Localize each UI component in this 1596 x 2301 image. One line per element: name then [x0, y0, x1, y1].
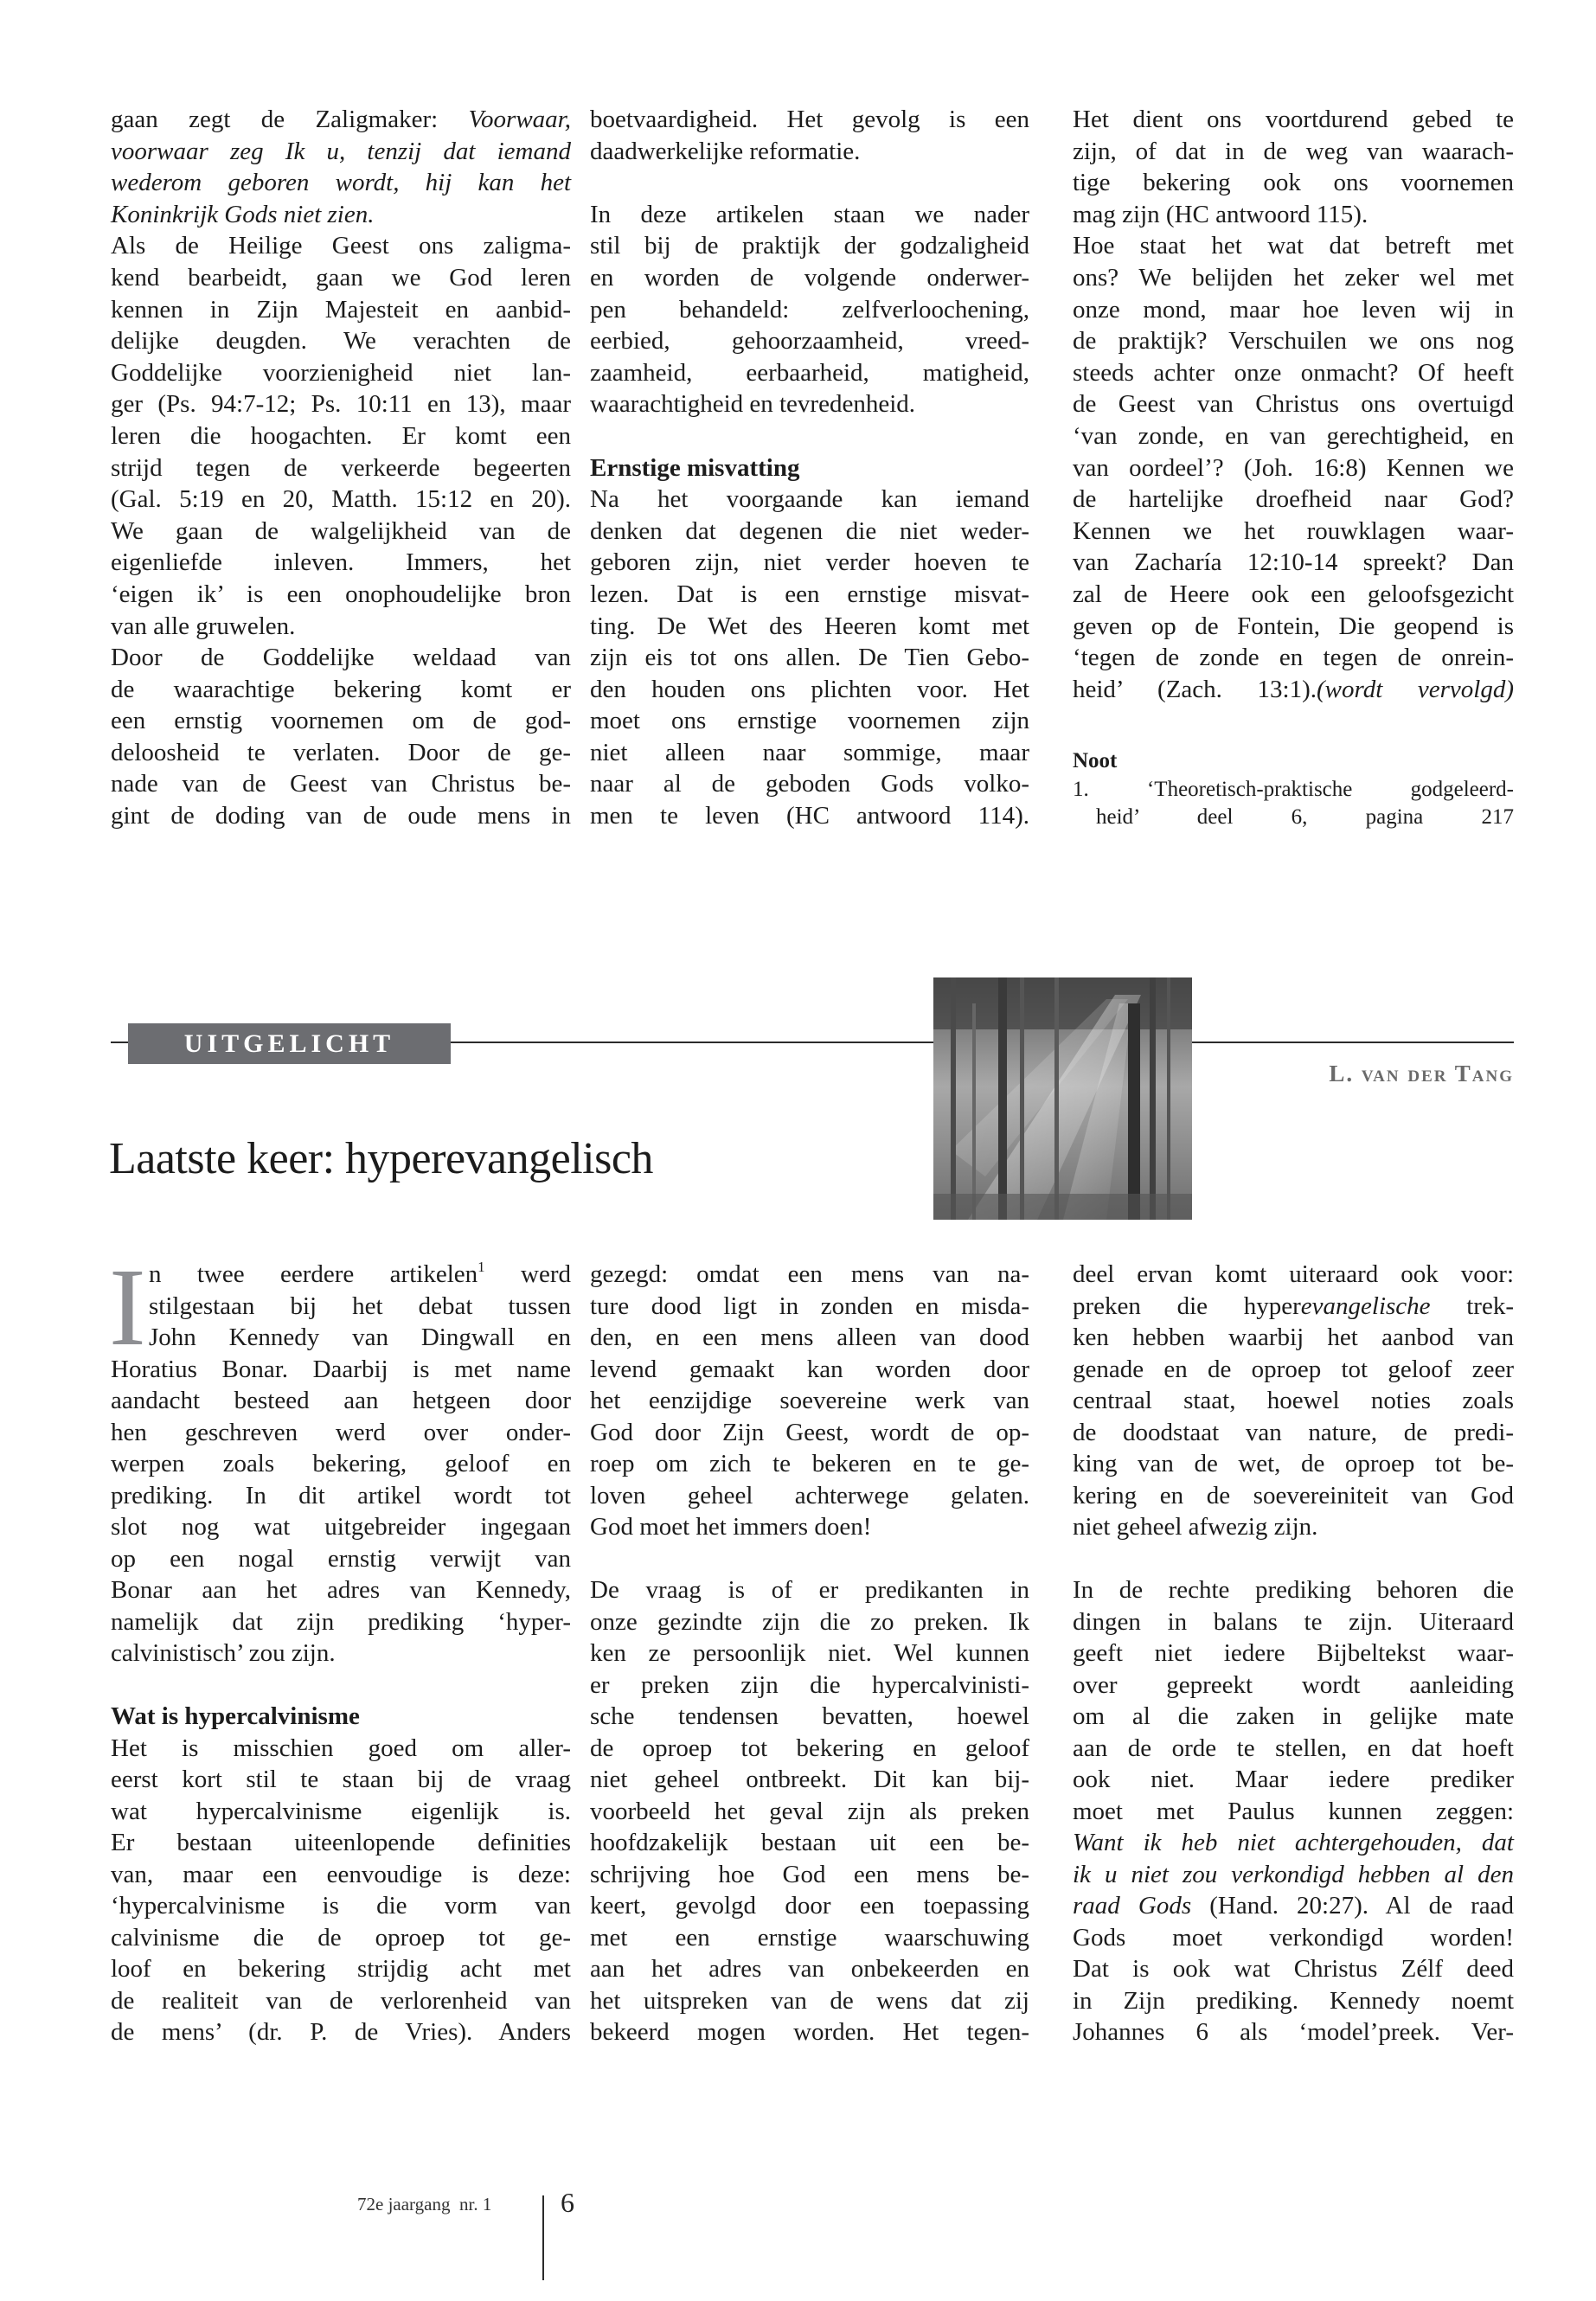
text-line: op een nogal ernstig verwijt van [111, 1544, 571, 1573]
text-line: aan het adres van onbekeerden en [590, 1955, 1029, 1984]
text-line: tige bekering ook ons voornemen [1073, 169, 1514, 197]
text-line: daadwerkelijke reformatie. [590, 137, 861, 165]
paragraph [1073, 104, 1514, 705]
text-line: eigenliefde inleven. Immers, het [111, 548, 571, 577]
text-line: We gaan de walgelijkheid van de [111, 516, 571, 545]
text-line: sche tendensen bevatten, hoewel [590, 1702, 1029, 1731]
text-line: kering en de soevereiniteit van God [1073, 1481, 1514, 1509]
text-line: Bonar aan het adres van Kennedy, [111, 1576, 571, 1604]
text-line: loven geheel achterwege gelaten. [590, 1481, 1029, 1509]
text-line: ture dood ligt in zonden en misda- [590, 1292, 1029, 1320]
paragraph [590, 1259, 1029, 1543]
text-line: schrijving hoe God een mens be- [590, 1860, 1029, 1888]
text-line: zijn, of dat in de weg van waarach- [1073, 137, 1514, 165]
text-line: Dat is ook wat Christus Zélf deed [1073, 1955, 1514, 1984]
text-line: boetvaardigheid. Het gevolg is een [590, 106, 1029, 133]
text-line: men te leven (HC antwoord 114). [590, 802, 1029, 830]
page-number: 6 [561, 2187, 574, 2218]
text-line: in Zijn prediking. Kennedy noemt [1073, 1986, 1514, 2015]
text-line: In deze artikelen staan we nader [590, 200, 1029, 228]
text-line: ‘eigen ik’ is een onophoudelijke bron [111, 580, 571, 608]
text-line: het eenzijdige soevereine werk van [590, 1387, 1029, 1414]
text-line: niet geheel ontbreekt. Dit kan bij- [590, 1766, 1029, 1794]
text-line: ken ze persoonlijk niet. Wel kunnen [590, 1639, 1029, 1668]
text-line: wederom geboren wordt, hij kan het [111, 169, 571, 197]
text-line: mag zijn (HC antwoord 115). [1073, 200, 1368, 228]
text-line: keert, gevolgd door een toepassing [590, 1892, 1029, 1920]
text-line: onze gezindte zijn die zo preken. Ik [590, 1607, 1029, 1636]
text-line: aandacht besteed aan hetgeen door [111, 1387, 571, 1414]
text-line: delijke deugden. We verachten de [111, 327, 571, 356]
text-line: de praktijk? Verschuilen we ons nog [1073, 327, 1514, 356]
text-line: wat hypercalvinisme eigenlijk is. [111, 1797, 571, 1825]
text-line: Na het voorgaande kan iemand [590, 485, 1029, 514]
text-line: pen behandeld: zelfverloochening, [590, 295, 1029, 324]
text-line: n twee eerdere artikelen$^1$ werd [149, 1259, 571, 1288]
text-line: ‘van zonde, en van gerechtigheid, en [1073, 421, 1514, 450]
section-rule [1192, 1042, 1514, 1043]
text-line: steeds achter onze onmacht? Of heeft [1073, 358, 1514, 387]
text-line: strijd tegen de verkeerde begeerten [111, 453, 571, 482]
text-line: gezegd: omdat een mens van na- [590, 1260, 1029, 1288]
paragraph [590, 199, 1029, 420]
text-line: de hartelijke droefheid naar God? [1073, 485, 1514, 514]
bottom-article-column-3 [1073, 1259, 1514, 2048]
text-line: Goddelijke voorzienigheid niet lan- [111, 358, 571, 387]
text-line: king van de wet, de oproep tot be- [1073, 1450, 1514, 1477]
top-article-column-3 [1073, 104, 1514, 831]
text-line: Gods moet verkondigd worden! [1073, 1923, 1514, 1952]
subheading-wat-is-hypercalvinisme: Wat is hypercalvinisme [111, 1702, 360, 1731]
text-line: geboren zijn, niet verder hoeven te [590, 548, 1029, 577]
text-line: voorbeeld het geval zijn als preken [590, 1797, 1029, 1825]
text-line: hoofdzakelijk bestaan uit een be- [590, 1829, 1029, 1857]
text-line: lezen. Dat is een ernstige misvat- [590, 580, 1029, 608]
footnote [1073, 776, 1514, 831]
text-line: kennen in Zijn Majesteit en aanbid- [111, 295, 571, 324]
text-line: ‘tegen de zonde en tegen de onrein- [1073, 644, 1514, 672]
text-line: van alle gruwelen. [111, 612, 296, 640]
top-article-column-1 [111, 104, 571, 832]
text-line: voorwaar zeg Ik u, tenzij dat iemand [111, 137, 571, 165]
paragraph [590, 104, 1029, 167]
text-line: een ernstig voornemen om de god- [111, 707, 571, 735]
text-line: geven op de Fontein, Die geopend is [1073, 612, 1514, 640]
paragraph [111, 1354, 571, 1670]
text-line: Het dient ons voortdurend gebed te [1073, 106, 1514, 133]
text-line: ons? We belijden het zeker wel met [1073, 263, 1514, 292]
text-line: Want ik heb niet achtergehouden, dat [1073, 1829, 1514, 1857]
text-line: genade en de oproep tot geloof zeer [1073, 1355, 1514, 1383]
text-line: met een ernstige waarschuwing [590, 1923, 1029, 1952]
text-line: de waarachtige bekering komt er [111, 675, 571, 703]
text-line: deloosheid te verlaten. Door de ge- [111, 738, 571, 766]
text-line: den, en een mens alleen van dood [590, 1324, 1029, 1351]
text-line: zijn eis tot ons allen. De Tien Gebo- [590, 644, 1029, 672]
text-line: zaamheid, eerbaarheid, matigheid, [590, 358, 1029, 387]
text-line: werpen zoals bekering, geloof en [111, 1450, 571, 1477]
text-line: eerbied, gehoorzaamheid, vreed- [590, 327, 1029, 356]
text-line: raad Gods (Hand. 20:27). Al de raad [1073, 1892, 1515, 1920]
section-kicker: UITGELICHT [128, 1023, 451, 1064]
top-article-column-2 [590, 104, 1029, 832]
text-line: van, maar een eenvoudige is deze: [111, 1860, 571, 1888]
issue-label: 72e jaargang nr. 1 [357, 2194, 492, 2214]
text-line: ting. De Wet des Heeren komt met [590, 612, 1029, 640]
forest-image-icon [933, 977, 1192, 1220]
text-line: dingen in balans te zijn. Uiteraard [1073, 1607, 1514, 1636]
text-line: denken dat degenen die niet weder- [590, 516, 1029, 545]
text-line: preken die hyperevangelische trek- [1073, 1292, 1514, 1320]
text-line: God moet het immers doen! [590, 1513, 872, 1541]
text-line: calvinisme die de oproep tot ge- [111, 1923, 571, 1952]
text-line: waarachtigheid en tevredenheid. [590, 390, 916, 419]
text-line: Als de Heilige Geest ons zaligma- [111, 232, 571, 260]
footer-divider [542, 2195, 544, 2280]
footnote-line: 1. ‘Theoretisch-praktische godgeleerd- [1073, 778, 1514, 802]
text-line: den houden ons plichten voor. Het [590, 675, 1029, 703]
text-line: God door Zijn Geest, wordt de op- [590, 1418, 1029, 1446]
text-line: de realiteit van de verlorenheid van [111, 1986, 571, 2015]
text-line: heid’ (Zach. 13:1).(wordt vervolgd) [1073, 675, 1514, 703]
text-line: en worden de volgende onderwer- [590, 263, 1029, 292]
text-line: niet alleen naar sommige, maar [590, 738, 1029, 766]
text-line: ook niet. Maar iedere prediker [1073, 1766, 1514, 1794]
text-line: bekeerd mogen worden. Het tegen- [590, 2018, 1029, 2047]
text-line: de doodstaat van nature, de predi- [1073, 1418, 1514, 1446]
text-line: levend gemaakt kan worden door [590, 1355, 1029, 1383]
text-line: stilgestaan bij het debat tussen [149, 1292, 571, 1320]
subheading-ernstige-misvatting: Ernstige misvatting [590, 453, 800, 482]
text-line: over gepreekt wordt aanleiding [1073, 1670, 1514, 1699]
text-line: moet ons ernstige voornemen zijn [590, 707, 1029, 735]
text-line: Kennen we het rouwklagen waar- [1073, 516, 1514, 545]
text-line: aan de orde te stellen, en dat hoeft [1073, 1734, 1514, 1762]
text-line: In de rechte prediking behoren die [1073, 1576, 1514, 1605]
bottom-article-column-2 [590, 1259, 1029, 2048]
text-line: Door de Goddelijke weldaad van [111, 644, 571, 672]
text-line: gaan zegt de Zaligmaker: Voorwaar, [111, 106, 571, 133]
text-line: zal de Heere ook een geloofsgezicht [1073, 580, 1514, 608]
text-line: de oproep tot bekering en geloof [590, 1734, 1029, 1762]
text-line: ken hebben waarbij het aanbod van [1073, 1324, 1514, 1351]
text-line: de mens’ (dr. P. de Vries). Anders [111, 2018, 571, 2047]
text-line: nade van de Geest van Christus be- [111, 770, 571, 798]
text-line: centraal staat, hoewel noties zoals [1073, 1387, 1514, 1414]
text-line: niet geheel afwezig zijn. [1073, 1513, 1318, 1541]
text-line: John Kennedy van Dingwall en [149, 1324, 571, 1351]
text-line: Koninkrijk Gods niet zien. [111, 200, 375, 228]
paragraph [590, 1574, 1029, 2048]
text-line: ik u niet zou verkondigd hebben al den [1073, 1860, 1514, 1888]
text-line: hen geschreven werd over onder- [111, 1418, 571, 1446]
text-line: onze mond, maar hoe leven wij in [1073, 295, 1514, 324]
text-line: prediking. In dit artikel wordt tot [111, 1481, 571, 1509]
paragraph [111, 1733, 571, 2048]
text-line: calvinistisch’ zou zijn. [111, 1639, 336, 1667]
text-line: Hoe staat het wat dat betreft met [1073, 232, 1514, 260]
paragraph [1073, 1574, 1514, 2048]
bottom-article-column-1 [109, 1246, 571, 2048]
forest-photo [933, 977, 1192, 1220]
text-line: eerst kort stil te staan bij de vraag [111, 1766, 571, 1794]
footnote-line: heid’ deel 6, pagina 217 [1096, 805, 1514, 830]
text-line: om al die zaken in gelijke mate [1073, 1702, 1514, 1731]
drop-cap: I [109, 1246, 146, 1368]
text-line: geeft niet iedere Bijbeltekst waar- [1073, 1639, 1514, 1668]
text-line: ‘hypercalvinisme is die vorm van [111, 1892, 571, 1920]
text-line: Het is misschien goed om aller- [111, 1734, 571, 1762]
text-line: gint de doding van de oude mens in [111, 802, 571, 830]
paragraph [1073, 1259, 1514, 1543]
paragraph [590, 484, 1029, 832]
text-line: roep om zich te bekeren en te ge- [590, 1450, 1029, 1477]
article-title: Laatste keer: hyperevangelisch [109, 1134, 653, 1183]
text-line: het uitspreken van de wens dat zij [590, 1986, 1029, 2015]
intro-paragraph [109, 1246, 571, 1368]
text-line: de Geest van Christus ons overtuigd [1073, 390, 1514, 419]
text-line: van Zacharía 12:10-14 spreekt? Dan [1073, 548, 1514, 577]
text-line: loof en bekering strijdig acht met [111, 1955, 571, 1984]
text-line: kend bearbeidt, gaan we God leren [111, 263, 571, 292]
text-line: naar al de geboden Gods volko- [590, 770, 1029, 798]
text-line: ger (Ps. 94:7-12; Ps. 10:11 en 13), maar [111, 390, 571, 419]
text-line: er preken zijn die hypercalvinisti- [590, 1670, 1029, 1699]
text-line: stil bij de praktijk der godzaligheid [590, 232, 1029, 260]
text-line: (Gal. 5:19 en 20, Matth. 15:12 en 20). [111, 485, 571, 514]
note-heading: Noot [1073, 749, 1118, 773]
text-line: deel ervan komt uiteraard ook voor: [1073, 1260, 1514, 1288]
text-line: moet met Paulus kunnen zeggen: [1073, 1797, 1514, 1825]
text-line: De vraag is of er predikanten in [590, 1576, 1029, 1605]
text-line: slot nog wat uitgebreider ingegaan [111, 1513, 571, 1541]
text-line: Horatius Bonar. Daarbij is met name [111, 1355, 571, 1383]
text-line: van oordeel’? (Joh. 16:8) Kennen we [1073, 453, 1514, 482]
text-line: Er bestaan uiteenlopende definities [111, 1829, 571, 1857]
text-line: leren die hoogachten. Er komt een [111, 421, 571, 450]
text-line: Johannes 6 als ‘model’preek. Ver- [1073, 2018, 1514, 2047]
author-byline: L. van der Tang [1329, 1061, 1514, 1086]
text-line: namelijk dat zijn prediking ‘hyper- [111, 1607, 571, 1636]
